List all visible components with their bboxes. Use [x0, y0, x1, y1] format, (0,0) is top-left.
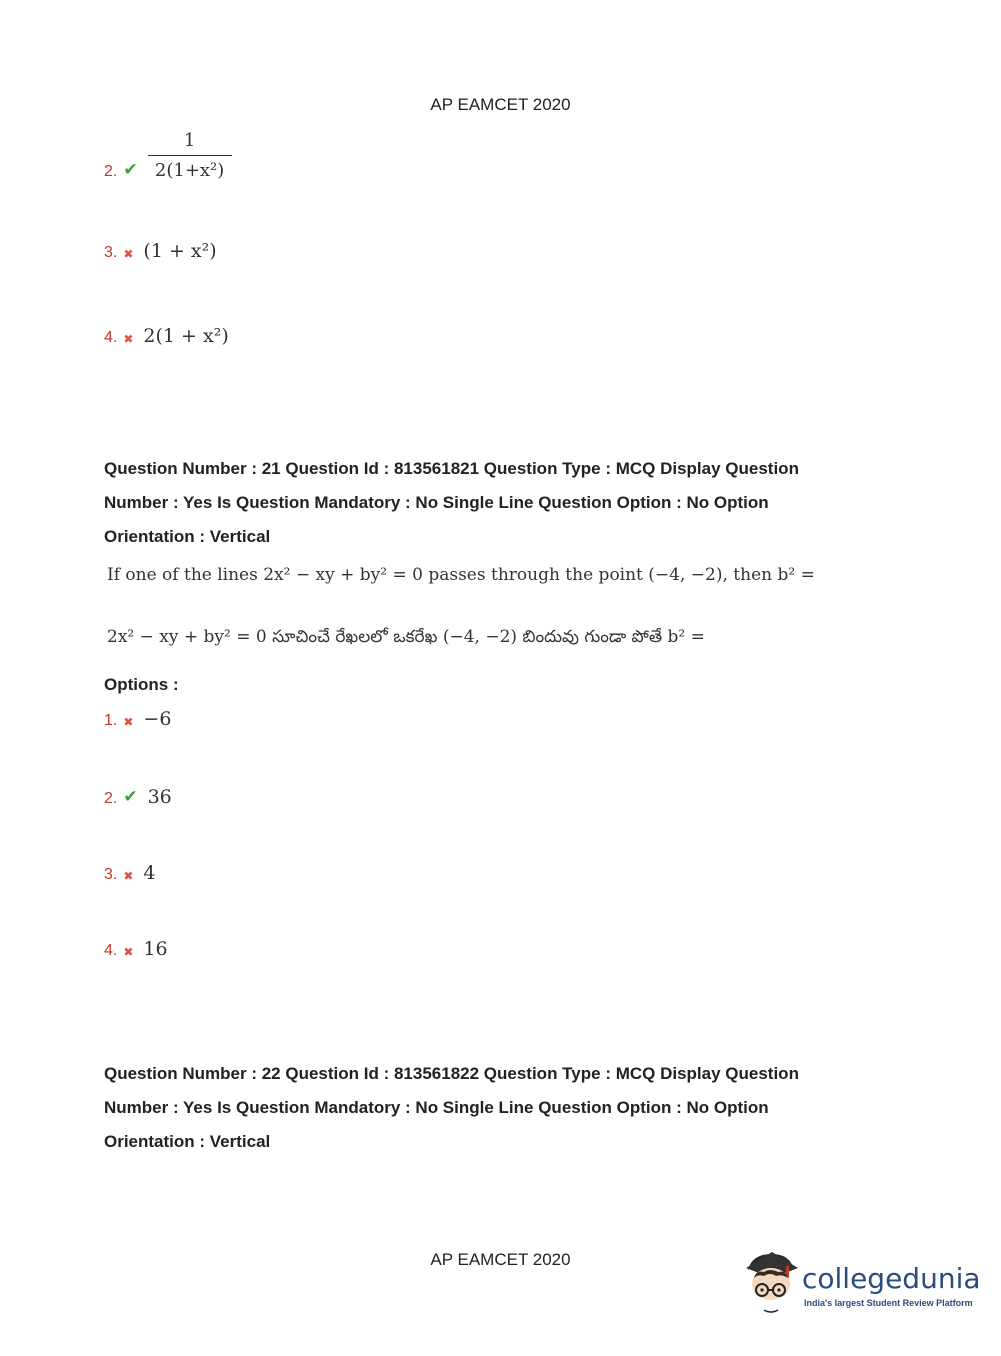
option-value: 2(1 + x²) — [143, 325, 229, 347]
prev-option-3 — [104, 240, 217, 262]
fraction — [148, 130, 232, 181]
fraction-denominator: 2(1+x²) — [154, 160, 225, 181]
check-icon: ✔ — [123, 160, 138, 179]
option-value: 16 — [143, 938, 168, 960]
question-21-text-english: If one of the lines 2x² − xy + by² = 0 passes through the point (−4, −2), then b² = — [107, 565, 815, 585]
check-icon: ✔ — [123, 787, 138, 806]
option-value: (1 + x²) — [143, 240, 217, 262]
option-number: 3. — [104, 866, 118, 883]
page-header-title: AP EAMCET 2020 — [430, 95, 571, 114]
question-21-text-telugu: 2x² − xy + by² = 0 సూచించే రేఖలలో ఒకరేఖ (−4, −2) బిందువు గుండా పోతే b² = — [107, 627, 705, 647]
cross-icon: ✖ — [123, 715, 134, 729]
cross-icon: ✖ — [123, 332, 134, 346]
option-number: 2. — [104, 790, 118, 807]
page-footer-title: AP EAMCET 2020 — [430, 1250, 571, 1269]
meta-line: Question Number : 21 Question Id : 813561821 Question Type : MCQ Display Question — [104, 459, 799, 478]
option-value: 4 — [143, 862, 156, 884]
option-value: 36 — [147, 786, 172, 808]
mascot-icon — [742, 1248, 800, 1316]
q21-option-2 — [104, 786, 172, 808]
logo-tagline: India's largest Student Review Platform — [804, 1298, 973, 1308]
collegedunia-logo — [742, 1248, 981, 1318]
q21-option-4 — [104, 938, 168, 960]
option-number: 1. — [104, 712, 118, 729]
question-21-meta — [104, 452, 864, 554]
meta-line: Number : Yes Is Question Mandatory : No Single Line Question Option : No Option — [104, 1098, 769, 1117]
logo-brand-text: collegedunia — [802, 1262, 981, 1295]
cross-icon: ✖ — [123, 247, 134, 261]
meta-line: Question Number : 22 Question Id : 813561822 Question Type : MCQ Display Question — [104, 1064, 799, 1083]
fraction-numerator: 1 — [183, 130, 196, 151]
q21-option-1 — [104, 708, 171, 730]
options-label: Options : — [104, 675, 179, 694]
q21-option-3 — [104, 862, 156, 884]
option-value: −6 — [143, 708, 172, 730]
cross-icon: ✖ — [123, 945, 134, 959]
prev-option-4 — [104, 325, 229, 347]
prev-option-2 — [104, 130, 232, 181]
cross-icon: ✖ — [123, 869, 134, 883]
option-number: 2. — [104, 163, 118, 180]
option-number: 4. — [104, 942, 118, 959]
question-22-meta — [104, 1057, 864, 1159]
meta-line: Number : Yes Is Question Mandatory : No Single Line Question Option : No Option — [104, 493, 769, 512]
meta-line: Orientation : Vertical — [104, 527, 271, 546]
option-number: 4. — [104, 329, 118, 346]
meta-line: Orientation : Vertical — [104, 1132, 271, 1151]
option-number: 3. — [104, 244, 118, 261]
